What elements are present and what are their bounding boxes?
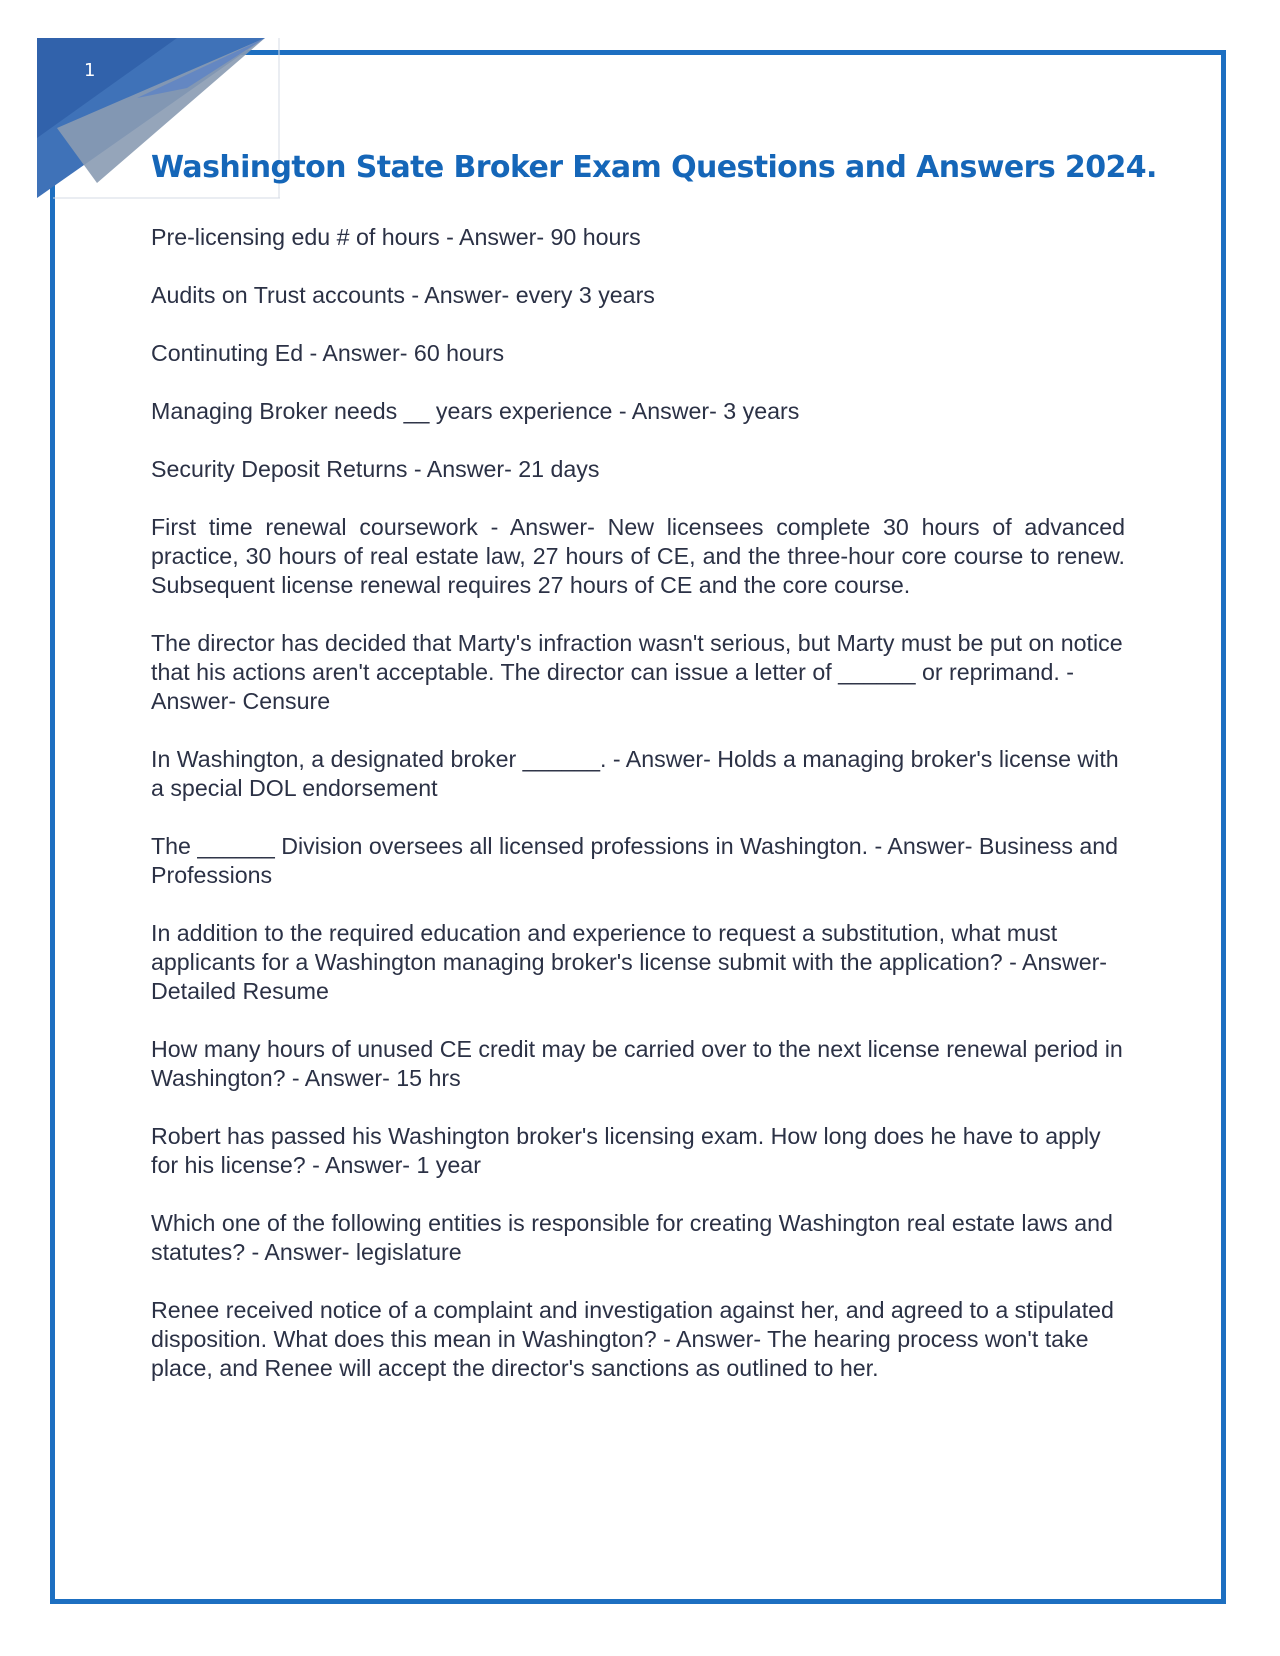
qa-item: The director has decided that Marty's infraction wasn't serious, but Marty must be put on notice that his actions aren't acceptable. The director can issue a letter of ______ or reprimand. - Answer- Censure	[151, 630, 1123, 714]
qa-item: The ______ Division oversees all licensed professions in Washington. - Answer- Business and Professions	[151, 833, 1119, 888]
qa-item: Audits on Trust accounts - Answer- every 3 years	[151, 282, 655, 308]
document-title: Washington State Broker Exam Questions and Answers 2024.	[151, 150, 1157, 185]
qa-item: Security Deposit Returns - Answer- 21 days	[151, 456, 600, 482]
qa-item: Managing Broker needs __ years experience - Answer- 3 years	[151, 398, 800, 424]
qa-item: Renee received notice of a complaint and investigation against her, and agreed to a stipulated disposition. What does this mean in Washington? - Answer- The hearing process won't take place, and Renee will accept the director's sanctions as outlined to her.	[151, 1297, 1114, 1381]
qa-list	[151, 223, 1125, 1412]
qa-item: In Washington, a designated broker ______. - Answer- Holds a managing broker's license with a special DOL endorsement	[151, 746, 1119, 801]
qa-item: Which one of the following entities is responsible for creating Washington real estate laws and statutes? - Answer- legislature	[151, 1210, 1113, 1265]
qa-item: First time renewal coursework - Answer- New licensees complete 30 hours of advanced practice, 30 hours of real estate law, 27 hours of CE, and the three-hour core course to renew. Subsequent license renewal requires 27 hours of CE and the core course.	[151, 514, 1125, 598]
qa-item: Pre-licensing edu # of hours - Answer- 90 hours	[151, 224, 641, 250]
qa-item: In addition to the required education and experience to request a substitution, what must applicants for a Washington managing broker's license submit with the application? - Answer- Detailed Resume	[151, 920, 1108, 1004]
page-number: 1	[84, 60, 96, 81]
qa-item: How many hours of unused CE credit may be carried over to the next license renewal period in Washington? - Answer- 15 hrs	[151, 1036, 1123, 1091]
qa-item: Continuting Ed - Answer- 60 hours	[151, 340, 505, 366]
qa-item: Robert has passed his Washington broker's licensing exam. How long does he have to apply for his license? - Answer- 1 year	[151, 1123, 1101, 1178]
